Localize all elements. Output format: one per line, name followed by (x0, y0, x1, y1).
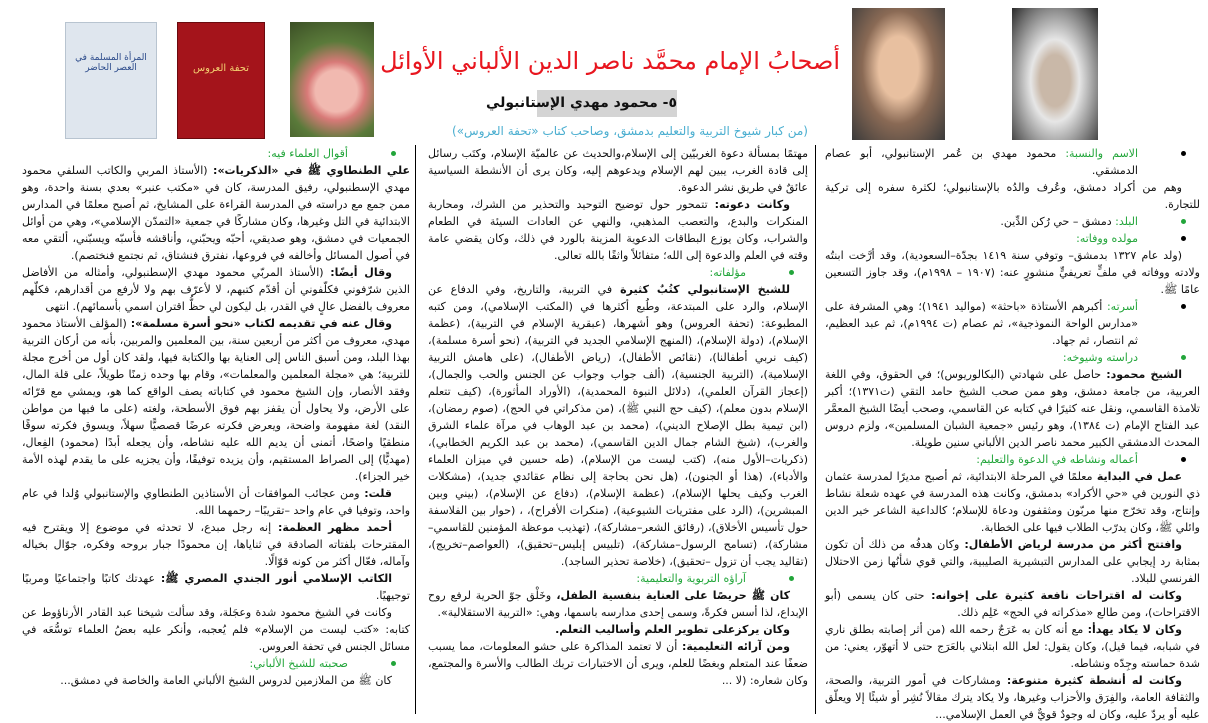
lead-text: وكانت له أنشطة كثيرة متنوعة: (1000, 674, 1182, 687)
paragraph (22, 315, 410, 485)
page-title: أصحابُ الإمام محمَّد ناصر الدين الألباني الأوائل (380, 47, 840, 75)
portrait-photo-smiling (852, 8, 945, 140)
book-cover-rose (290, 22, 374, 137)
column-divider (815, 145, 816, 714)
lead-text: دراسته وشيوخه: (1062, 351, 1138, 364)
lead-text: وقال عنه في تقديمه لكتاب «نحو أسرة مسلمة»: (126, 317, 392, 330)
lead-text: وكانت دعوته: (707, 198, 790, 211)
bullet-icon (391, 151, 396, 156)
lead-text: وكان لا يكاد يهدأ: (1083, 623, 1182, 636)
body-text: في التربية، والتاريخ، وفي الدفاع عن الإسلام، والرد على المبتدعة، وطُبع أكثرها في (المكتب الإسلامي)، ومن كتبه المطبوعة: (تحفة العروس) وهو أشهرها، (عبقرية الإسلام في التربية)، (عظمة الإسلام)، (دولة الإسلام)، (المنهج الإسلامي الجديد في التربية)، (نحو أسرة مسلمة)، (كيف نربي أطفالنا)، (نقائص الأطفال)، (رياض الأطفال)، (على هامش التربية الإسلامية)، (التربية الجنسية)، (ألف جواب وجواب عن الجنس والحب والجمال)، (إعجاز القرآن العلمي)، (دلائل النبوة المحمدية)، (الأوراد المأثورة)، (كيف تتعلم الإسلام بدون معلم)، (كيف حج النبي ﷺ)، (من مذكراتي في الحج)، (صوم رمضان)، (ابن تيمية بطل الإصلاح الديني)، (محمد بن عبد الوهاب في مرآة علماء الشرق والغرب)، (شيخ الشام جمال الدين القاسمي)، (محمد بن عبد الكريم الخطابي)، (ذكريات–الأول منه)، (كتب ليست من الإسلام)، (طه حسين في ميزان العلماء والأدباء)، (هذا أو الجنون)، (هل نحن بحاجة إلى نظام عقائدي جديد)، (مشكلات الغرب وكيف يحلها الإسلام)، (عظمة الإسلام)، (دفاع عن الإسلام)، (بيني وبين المبشرين)، (الرد على مفتريات الشيوعية)، (منكرات الأفراح)، ، (حوار بين الفلاسفة حول تأسيس الأخلاق)، (رقائق الشعر–مشاركة)، (تهذيب موعظة المؤمنين للقاسمي– مشاركة)، (تسامح الرسول–مشاركة)، (تلبيس إبليس–تحقيق)، (العواصم–تخريج)، (تقاليد يجب أن تزول –تحقيق)، (خلاصة تحذير الساجد). (428, 283, 808, 568)
bullet-icon (1181, 355, 1186, 360)
body-text: حاصل على شهادتي (البكالوريوس)؛ في الحقوق، وفي اللغة العربية، من جامعة دمشق، وهو ممن صحب الشيخ حامد التقي (ت١٣٧١)؛ أكبر تلامذة القاسمي، ونقل عنه كثيرًا في كتابه عن القاسمي، وصحب أيضًا الشيخ المعمَّر عبد الفتاح الإمام (ت ١٣٨٤)، وهو رئيس «جمعية الشبان المسلمين»، ولزم دروس المحدث الدمشقي الكبير محمد ناصر الدين الألباني سنين طويلة. (825, 368, 1201, 449)
section-heading (825, 298, 1200, 349)
body-text: ومن عجائب الموافقات أن الأستاذين الطنطاوي والإستانبولي وُلدا في عام واحد، وتوفيا في عام واحد –تقريبًا– رحمهما الله. (22, 487, 410, 517)
cover-text: تحفة العروس (192, 63, 250, 74)
paragraph (428, 621, 808, 638)
lead-text: أعماله ونشاطه في الدعوة والتعليم: (976, 453, 1138, 466)
body-text: (المؤلف الأستاذ محمود مهدي، معروف من أكثر من أربعين سنة، بين المعلمين والمربين، بأنه من أركان التربية بهذا البلد، ومن أسبق الناس إلى العناية بها والكتابة فيها، ولقد كان أول من أخرج مجلة للتربية؛ هي «مجلة المعلمين والمعلمات»، وقام بها وحده زمنًا طويلاً، على قلة المال، وفقد الأنصار، وإن الشيخ محمود في كتاباته يصف الواقع كما هو، ويمشي مع قرّائه على الأرض، ولا يحاول أن يقفز بهم فوق الأسطحة، ولغته (على ما فيها من مواطن النقد) لغة مفهومة واضحة، ويعرض فكرته عرضًا قصصيًّا سهلاً، ويسوق فكرته سوقًا منطقيًا واضحًا، أتمنى أن يديم الله عليه نشاطه، وأن يجعله أبدًا (محمود) الفِعال، (مهديًّا) إلى الصراط المستقيم، وأن يزيده توفيقًا، وأن يجزيه على ما يقدم لهذه الأمة خير الجزاء). (22, 317, 410, 483)
book-cover-red (177, 22, 265, 139)
body-text: دمشق – حي رُكن الدِّين. (1000, 215, 1112, 228)
lead-text: وافتتح أكثر من مدرسة لرياض الأطفال: (959, 538, 1182, 551)
paragraph (22, 672, 410, 689)
section-heading (22, 655, 410, 672)
bullet-icon (391, 661, 396, 666)
cover-text: المرأة المسلمة في العصر الحاضر (75, 53, 147, 73)
paragraph (22, 519, 410, 570)
body-text: إنه رجل مبدع، لا تحدثه في موضوع إلا ويقترح فيه المقترحات بلفتاته الصادقة في ثناياها، إن محمودًا جبار بروحه وفكره، جوّال بخياله وآماله، فعّال أكثر من كونه قوّالًا. (22, 521, 410, 568)
paragraph (22, 264, 410, 315)
body-text: وكان هدفُه من ذلك أن تكون بمثابة رد إيجابي على المدارس التبشيرية الصليبية، والتي قوي شأنُها زمن الاحتلال الفرنسي للبلاد. (825, 538, 1200, 585)
lead-text: آراؤه التربوية والتعليمية: (636, 572, 746, 585)
paragraph (22, 162, 410, 264)
column-divider (415, 145, 416, 714)
body-text: (الأستاذ المربّي محمود مهدي الإسطنبولي، وأمثاله من الأفاضل الذين شرّفوني فكلّفوني أن أقدّم كتبهم، لا لأعرّف بهم ولا لأرفع من أقدارهم، فكلّهم معروف بالفضل عالٍ في القدر، بل ليكون لي حظُّ اقتران اسمي بأسمائهم). انتهى (22, 266, 410, 313)
bullet-icon (1181, 219, 1186, 224)
section-heading (428, 570, 808, 587)
bullet-icon (1181, 304, 1186, 309)
column-left (22, 145, 410, 689)
body-text: وخَلْق جوّ الحرية لرفع روح الإبداع، لذا أسس فكرةً، وسمى إحدى مدارسه باسمها، وهي: «التربية الاستقلالية». (428, 589, 808, 619)
paragraph (825, 587, 1200, 621)
body-text: كان ﷺ من الملازمين لدروس الشيخ الألباني العامة والخاصة في دمشق... (60, 674, 392, 687)
lead-text: ومن آرائه التعليمية: (677, 640, 790, 653)
lead-text: قلت: (359, 487, 392, 500)
lead-text: كان ﷺ حريصًا على العناية بنفسية الطفل، (551, 589, 791, 602)
lead-text: الكاتب الإسلامي أنور الجندي المصري ﷺ: (155, 572, 392, 585)
lead-text: للشيخ الإستانبولي كتُبٌ كثيرة (612, 283, 790, 296)
body-text: محمود مهدي بن عُمر الإستانبولي، أبو عصام الدمشقي. (825, 147, 1138, 177)
column-right (825, 145, 1200, 723)
portrait-photo-turban (1012, 8, 1098, 140)
body-text: مع أنه كان به عَرَجٌ رحمه الله (من أثر إصابته بطلق ناري في شبابه، فيما قيل)، وكان يقول: لعل الله ابتلاني بالعَرَج حتى لا أتهوّر، يعني: من شدة حماسته وجِدّه ونشاطه. (825, 623, 1200, 670)
section-heading (428, 264, 808, 281)
lead-text: عمل في البداية (1092, 470, 1182, 483)
paragraph (428, 638, 808, 689)
lead-text: وقال أيضًا: (323, 266, 392, 279)
paragraph (22, 570, 410, 604)
body-text: (ولد عام ١٣٢٧ بدمشق– وتوفي سنة ١٤١٩ بجدّة–السعودية)، وقد أرَّخت ابنتُه ولادته ووفاته في ملفٍّ تعريفيٍّ منشورٍ عنه: (١٩٠٧ – ١٩٩٨م)، وقد جاوز التسعين عامًا ﷺ. (825, 249, 1200, 296)
lead-text: أقوال العلماء فيه: (267, 147, 348, 160)
lead-text: مؤلفاته: (709, 266, 746, 279)
lead-text: صحبته للشيخ الألباني: (249, 657, 348, 670)
body-text: أكبرهم الأستاذة «باحثة» (مواليد ١٩٤١)؛ وهي المشرفة على «مدارس الواحة النموذجية»، ثم عصام (ت ١٩٩٤م)، ثم عبد العظيم، ثم انتصار، ثم جهاد. (825, 300, 1138, 347)
paragraph (825, 366, 1200, 451)
section-heading (22, 145, 410, 162)
section-heading (825, 349, 1200, 366)
lead-text: مولده ووفاته: (1076, 232, 1138, 245)
paragraph (428, 587, 808, 621)
lead-text: علي الطنطاوي ﷺ في «الذكريات»: (207, 164, 410, 177)
body-text: أن لا تعتمد المذاكرة على حشو المعلومات، مما يسبب ضعفًا عند المتعلم وبغضًا للعلم، ويرى أن الاختبارات تربك الطالب والأسرة والمجتمع، وكان شعاره: (لا ... (428, 640, 808, 687)
subtitle-caption: (من كبار شيوخ التربية والتعليم بدمشق، وصاحب كتاب «تحفة العروس») (452, 124, 808, 138)
section-heading (825, 230, 1200, 247)
paragraph (825, 247, 1200, 298)
body-text: وهم من أكراد دمشق، وعُرف والدُه بالإستانبولي؛ لكثرة سفره إلى تركية للتجارة. (825, 181, 1200, 211)
body-text: (الأستاذ المربي والكاتب السلفي محمود مهدي الإسطنبولي، رفيق المدرسة، كان في «مكتب عنبر» بعدي بسنة واحدة، وهو ممن جمع مع دراسته في المدرسة القراءة على المشايخ، ثم أصبح معلمًا في المدارس الابتدائية في التل وغيرها، وكان مشاركًا في جمعية «التمدّن الإسلامي»، وهي من أوائل الجمعيات في دمشق، وهو صديقي، أحبّه ويحبّني، وأناقشه فأسبّه ويسبّني، ألتقي معه في أصول المسائل وأخالفه في فروعها، نفترق فنشتاق، ثم نجتمع فنختصم). (22, 164, 410, 262)
bullet-icon (1181, 236, 1186, 241)
section-heading (825, 451, 1200, 468)
section-subtitle: ٥- محمود مهدي الإستانبولي (537, 90, 677, 117)
paragraph (428, 281, 808, 570)
paragraph (825, 179, 1200, 213)
paragraph (428, 196, 808, 264)
lead-text: وكان يركزعلى تطوير العلم وأساليب التعلم. (555, 623, 790, 636)
paragraph (825, 536, 1200, 587)
body-text: مهتمًا بمسألة دعوة الغربيّين إلى الإسلام،والحديث عن عالميّة الإسلام، وكتَب رسائل إلى قادة الغرب، يبين لهم الإسلام ويدعوهم إليه، وكان يرى أن الأنشطة السياسية عائقٌ في طريق نشر الدعوة. (428, 147, 808, 194)
bullet-icon (1181, 457, 1186, 462)
bullet-icon (789, 270, 794, 275)
paragraph (428, 145, 808, 196)
paragraph (22, 485, 410, 519)
lead-text: أسرته: (1102, 300, 1138, 313)
lead-text: الاسم والنسبة: (1056, 147, 1138, 160)
paragraph (825, 468, 1200, 536)
body-text: وكانت في الشيخ محمود شدة وعجَلة، وقد سألت شيخنا عبد القادر الأرناؤوط عن كتابه: «كتب ليست من الإسلام» فلم يُعجبه، وأنكر عليه بعضُ العلماء توسُّعَه في مسائل الجنس في تحفة العروس. (22, 606, 410, 653)
body-text: عهدتك كاتبًا واجتماعيًا ومربيًا توجيهيًا. (22, 572, 410, 602)
lead-text: الشيخ محمود: (1101, 368, 1182, 381)
book-cover-blue (65, 22, 157, 139)
lead-text: وكانت له اقتراحات نافعة كثيرة على إخوانه: (924, 589, 1182, 602)
bullet-icon (789, 576, 794, 581)
body-text: حتى كان يسمى (أبو الاقتراحات)، ومن طالع «مذكراته في الحج» عَلِم ذلك. (825, 589, 1200, 619)
lead-text: البلد: (1111, 215, 1138, 228)
body-text: معلمًا في المرحلة الابتدائية، ثم أصبح مديرًا لمدرسة عثمان ذي النورين في «حي الأكراد» بدمشق، وكانت هذه المدرسة في عهده شعلة نشاط وإنتاج، وقد تخرّج منها مربّون ومثقفون ودعاة للإسلام؛ كالداعية الشاعر خير الدين وائلي ﷺ، وكان يدرّب الطلاب فيها على الخطابة. (825, 470, 1200, 534)
paragraph (825, 672, 1200, 723)
body-text: ومشاركات في أمور التربية، والصحة، والثقافة العامة، والفِرَق والأحزاب وغيرها، ولا يكاد يترك مقالاً نُشِر أو شيئًا إلا ويعلّق عليه أو يردّ عليه، وكان له وجودٌ قويٌّ في العمل الإسلامي... (825, 674, 1200, 721)
body-text: تتمحور حول توضيح التوحيد والتحذير من الشرك، ومحاربة المنكرات والبدع، والتعصب المذهبي، والنهي عن العادات السيئة في الطعام والشراب، وكان يوزع البطاقات الدعوية المزينة بالورد في ذلك، وكان يقضي عامة وقته في العلم والدعوة إلى الله؛ متفائلاً واثقًا بالله تعالى. (428, 198, 808, 262)
bullet-icon (1181, 151, 1186, 156)
column-middle (428, 145, 808, 689)
paragraph (22, 604, 410, 655)
section-heading (825, 213, 1200, 230)
lead-text: أحمد مظهر العظمة: (271, 521, 392, 534)
paragraph (825, 621, 1200, 672)
section-heading (825, 145, 1200, 179)
